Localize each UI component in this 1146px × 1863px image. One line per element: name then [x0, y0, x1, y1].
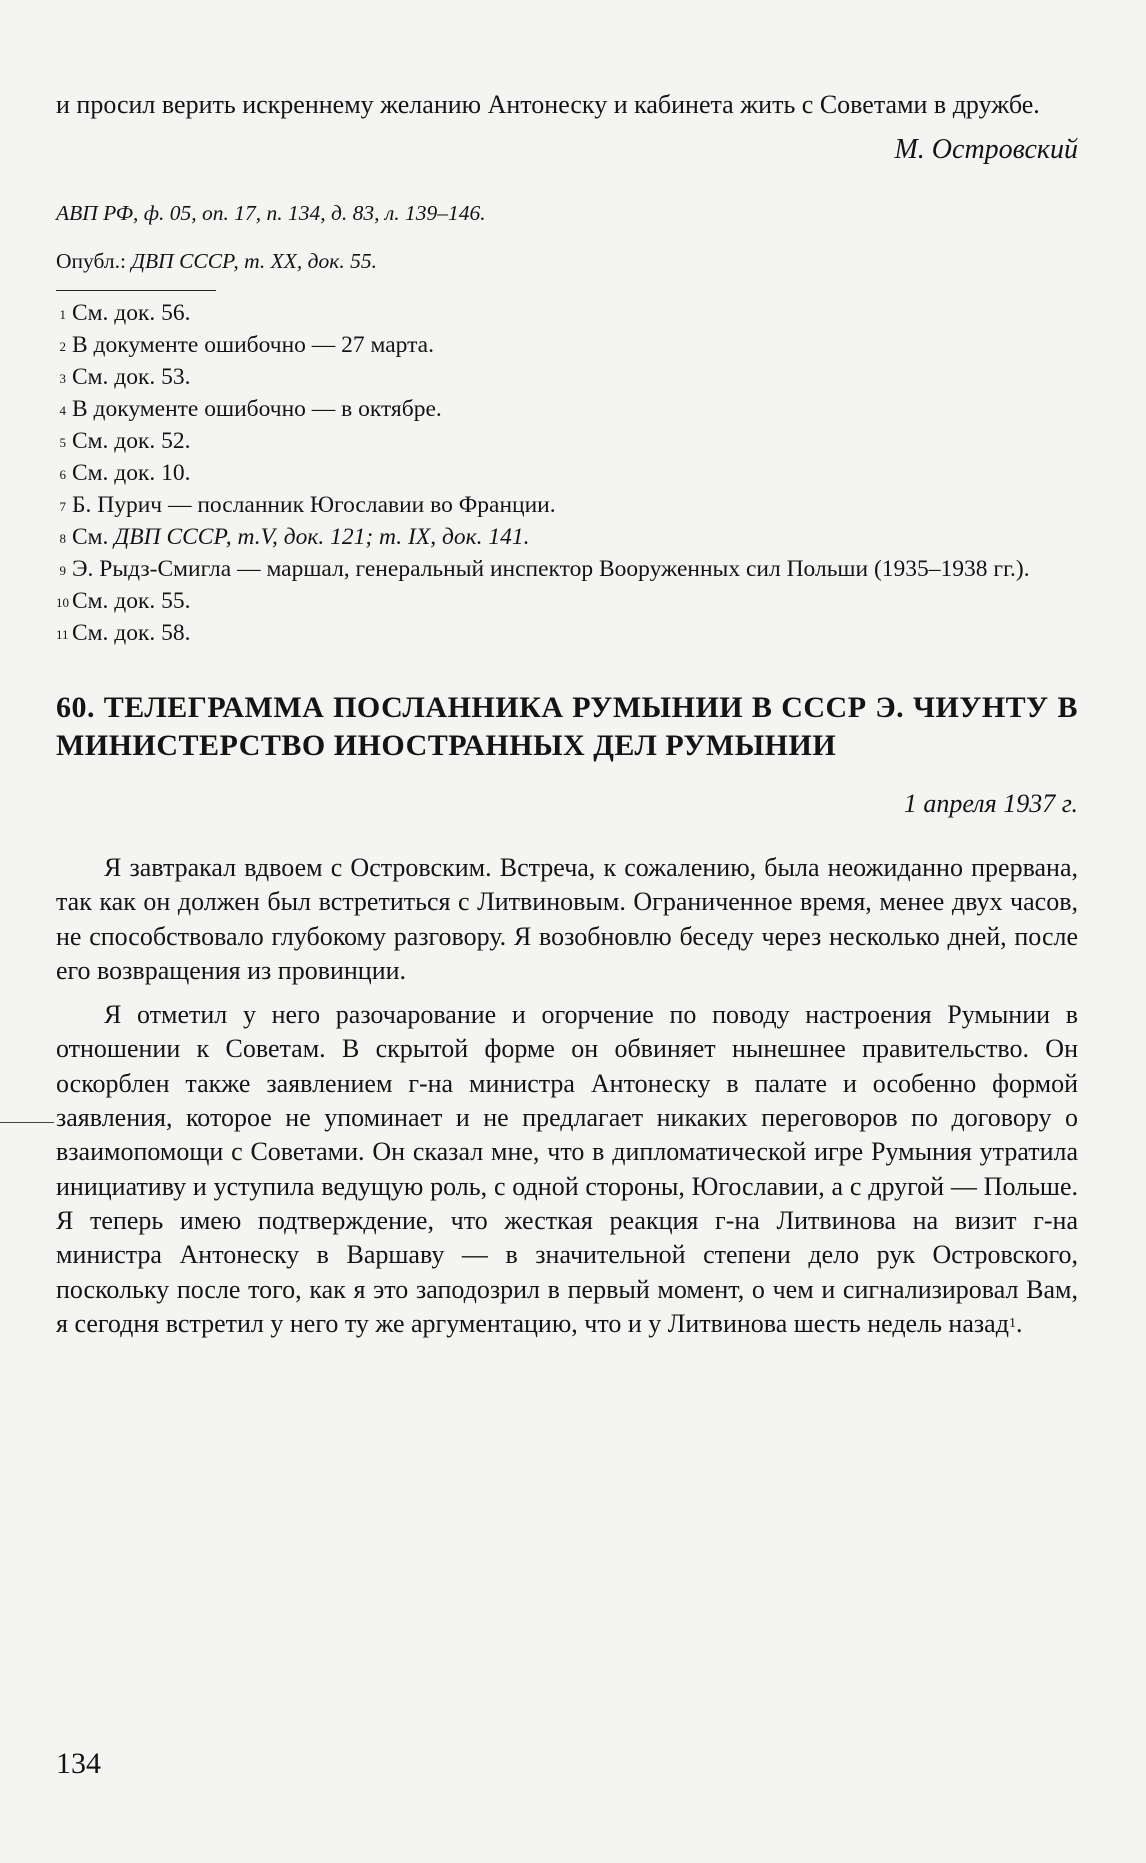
footnote: $^3$ См. док. 53. [59, 364, 191, 390]
footnote-divider [56, 290, 216, 291]
footnote-reference: 1 [1008, 1315, 1016, 1331]
footnote: $^1$ См. док. 56. [59, 300, 191, 326]
footnote: $^4$ В документе ошибочно — в октябре. [59, 396, 442, 422]
signature: М. Островский [894, 134, 1078, 165]
footnote: $^{10}$ См. док. 55. [56, 588, 191, 614]
footnote: $^9$ Э. Рыдз-Смигла — маршал, генеральный инспектор Вооруженных сил Польши (1935–1938 гг.). [59, 556, 1030, 582]
footnote: $^5$ См. док. 52. [59, 428, 191, 454]
archive-reference: АВП РФ, ф. 05, оп. 17, п. 134, д. 83, л. 139–146. [56, 201, 486, 225]
page-text [56, 88, 1078, 1341]
footnote: $^6$ См. док. 10. [59, 460, 191, 486]
footnote: $^{11}$ См. док. 58. [56, 620, 191, 646]
body-paragraph-2: Я отметил у него разочарование и огорчение по поводу настроения Румынии в отношении к Советам. В скрытой форме он обвиняет нынешнее правительство. Он оскорблен также заявлением г-на министра Антонеску в палате и особенно формой заявления, которое не упоминает и не предлагает никаких переговоров по договору о взаимопомощи с Советами. Он сказал мне, что в дипломатической игре Румыния утратила инициативу и уступила ведущую роль, с одной стороны, Югославии, а с другой — Польше. Я теперь имею подтверждение, что жесткая реакция г-на Литвинова на визит г-на министра Антонеску в Варшаву — в значительной степени дело рук Островского, поскольку после того, как я это заподозрил в первый момент, о чем и сигнализировал Вам, я сегодня встретил у него ту же аргументацию, что и у Литвинова шесть недель назад$^1$. [56, 1000, 1078, 1338]
document-heading: 60. ТЕЛЕГРАММА ПОСЛАННИКА РУМЫНИИ В СССР Э. ЧИУНТУ В МИНИСТЕРСТВО ИНОСТРАННЫХ ДЕЛ РУМЫНИИ [56, 691, 1078, 762]
document-date: 1 апреля 1937 г. [903, 789, 1078, 818]
margin-mark [0, 1122, 54, 1123]
footnotes [56, 297, 1078, 649]
page-number: 134 [56, 1747, 101, 1780]
footnote: $^8$ См. ДВП СССР, т.V, док. 121; т. IX, док. 141. [59, 524, 530, 550]
publication-reference: Опубл.: ДВП СССР, т. XX, док. 55. [56, 249, 377, 273]
body-paragraph-1: Я завтракал вдвоем с Островским. Встреча, к сожалению, была неожиданно прервана, так как он должен был встретиться с Литвиновым. Ограниченное время, менее двух часов, не способствовало глубокому разговору. Я возобновлю беседу через несколько дней, после его возвращения из провинции. [56, 853, 1078, 985]
footnote: $^7$ Б. Пурич — посланник Югославии во Франции. [59, 492, 556, 518]
footnote: $^2$ В документе ошибочно — 27 марта. [59, 332, 434, 358]
continuation-text: и просил верить искреннему желанию Антонеску и кабинета жить с Советами в дружбе. [56, 90, 1040, 119]
